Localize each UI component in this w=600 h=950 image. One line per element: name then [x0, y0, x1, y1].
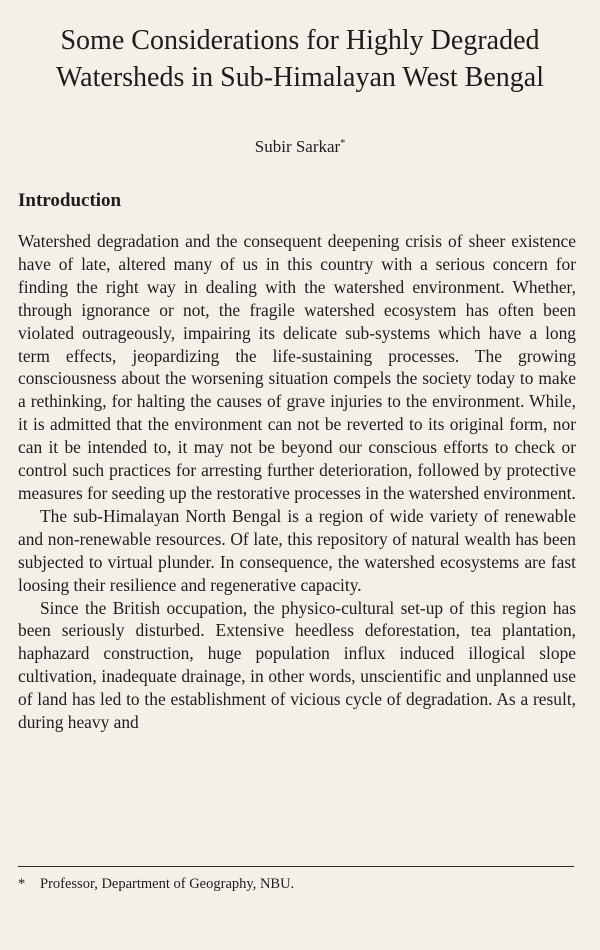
author-name: Subir Sarkar — [254, 137, 341, 156]
footnote — [18, 876, 294, 893]
author-line — [0, 137, 600, 157]
article-title: Some Considerations for Highly Degraded Watersheds in Sub-Himalayan West Bengal — [56, 25, 544, 93]
section-heading: Introduction — [18, 190, 122, 211]
paragraph: Since the British occupation, the physico-cultural set-up of this region has been seriously disturbed. Extensive heedless deforestation, tea plantation, haphazard construction, huge population influx induced illogical slope cultivation, inadequate drainage, in other words, unscientific and unplanned use of land has led to the establishment of vicious cycle of degradation. As a result, during heavy and — [18, 597, 576, 733]
paragraph: The sub-Himalayan North Bengal is a region of wide variety of renewable and non-renewable resources. Of late, this repository of natural wealth has been subjected to virtual plunder. In consequence, the watershed ecosystems are fast loosing their resilience and regenerative capacity. — [18, 505, 576, 595]
footnote-mark: * — [18, 876, 26, 892]
footnote-text: Professor, Department of Geography, NBU. — [40, 876, 295, 892]
article-body — [18, 230, 576, 734]
paragraph: Watershed degradation and the consequent deepening crisis of sheer existence have of late, altered many of us in this country with a serious concern for finding the right way in dealing with the watershed environment. Whether, through ignorance or not, the fragile watershed ecosystem has often been violated outrageously, impairing its delicate sub-systems which have a long term effects, jeopardizing the life-sustaining processes. The growing consciousness about the worsening situation compels the society today to make a rethinking, for halting the causes of grave injuries to the environment. While, it is admitted that the environment can not be reverted to its original form, nor can it be intended to, it may not be beyond our conscious efforts to check or control such practices for arresting further deterioration, followed by protective measures for seeding up the restorative processes in the watershed environment. — [18, 231, 576, 503]
footnote-divider — [18, 866, 574, 867]
author-footnote-mark: * — [340, 138, 346, 149]
